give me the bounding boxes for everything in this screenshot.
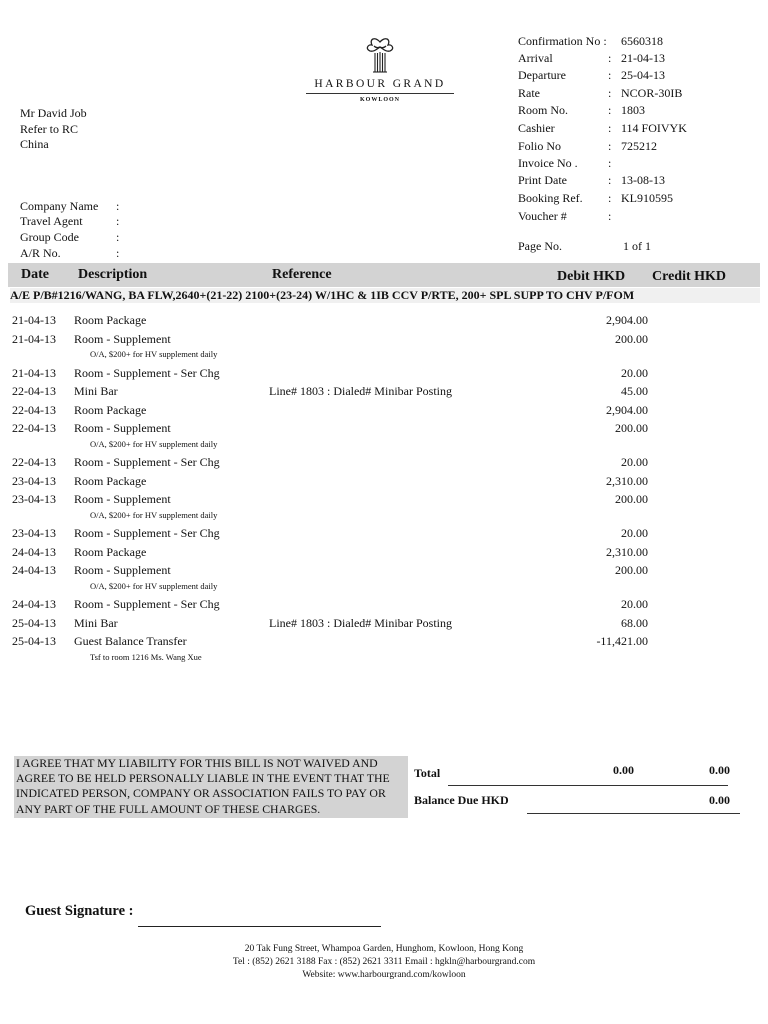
item-debit: 200.00: [615, 492, 648, 506]
item-date: 22-04-13: [12, 384, 56, 398]
info-row: [518, 86, 758, 104]
total-credit: 0.00: [709, 763, 730, 777]
info-colon: :: [608, 68, 612, 82]
footer-address: 20 Tak Fung Street, Whampoa Garden, Hunghom, Kowloon, Hong Kong: [244, 944, 524, 954]
item-debit: 20.00: [621, 365, 648, 380]
confirmation-number: 6560318: [621, 34, 663, 48]
table-row: [10, 455, 660, 473]
info-label: Arrival: [518, 51, 553, 65]
item-description: Guest Balance Transfer: [74, 634, 187, 648]
table-row: [10, 597, 660, 615]
info-colon: :: [608, 103, 612, 117]
table-row: [10, 492, 660, 510]
item-description: Room - Supplement: [74, 492, 171, 506]
ar-no-row: A/R No. :: [20, 245, 120, 260]
item-description: Room Package: [74, 402, 147, 417]
info-colon: :: [608, 156, 612, 170]
info-row: [518, 156, 758, 174]
item-debit: 20.00: [621, 526, 648, 540]
table-row: [10, 332, 660, 350]
item-debit: 200.00: [615, 331, 648, 346]
footer-contact: Tel : (852) 2621 3188 Fax : (852) 2621 3311 Email : hgkln@harbourgrand.com: [232, 957, 536, 967]
travel-agent-row: Travel Agent :: [20, 214, 120, 228]
item-date: 23-04-13: [12, 492, 56, 506]
header-debit: Debit HKD: [557, 269, 626, 284]
footer-website: Website: www.harbourgrand.com/kowloon: [302, 970, 466, 980]
company-name-row: Company Name :: [20, 199, 120, 213]
info-row: [518, 173, 758, 191]
item-date: 22-04-13: [12, 421, 56, 435]
total-label: Total: [414, 766, 441, 780]
item-debit: 20.00: [621, 597, 648, 611]
info-value: 1803: [621, 103, 645, 117]
info-colon: :: [608, 121, 612, 135]
item-note: O/A, $200+ for HV supplement daily: [90, 580, 218, 591]
info-label: Rate: [518, 85, 540, 100]
page-row: Page No. 1 of 1: [518, 239, 651, 253]
info-row: [518, 103, 758, 121]
hotel-logo: [300, 36, 460, 103]
item-description: Room - Supplement - Ser Chg: [74, 455, 220, 469]
header-description: Description: [78, 267, 148, 282]
item-debit: 200.00: [615, 563, 648, 577]
item-description: Room - Supplement: [74, 331, 171, 346]
table-row: [10, 474, 660, 492]
item-date: 22-04-13: [12, 402, 56, 417]
item-description: Room Package: [74, 544, 147, 559]
item-date: 23-04-13: [12, 526, 56, 540]
table-row: [10, 616, 660, 634]
info-label: Room No.: [518, 103, 569, 117]
info-value: NCOR-30IB: [621, 85, 683, 100]
balance-underline: [527, 813, 740, 814]
info-label: Booking Ref.: [518, 191, 583, 205]
item-note: Tsf to room 1216 Ms. Wang Xue: [90, 651, 202, 662]
item-description: Mini Bar: [74, 615, 118, 630]
brand-divider: [306, 93, 454, 94]
table-row: [10, 313, 660, 331]
group-code-row: Group Code :: [20, 230, 120, 244]
balance-due-label: Balance Due HKD: [414, 793, 509, 807]
info-colon: :: [608, 51, 612, 65]
info-label: Departure: [518, 68, 566, 82]
table-row: [10, 421, 660, 439]
table-row: [10, 384, 660, 402]
item-note: O/A, $200+ for HV supplement daily: [90, 509, 218, 520]
table-row: [10, 634, 660, 652]
header-reference: Reference: [272, 267, 332, 282]
item-description: Room Package: [74, 473, 147, 488]
item-debit: 200.00: [615, 421, 648, 435]
confirmation-row: Confirmation No : 6560318: [518, 34, 663, 48]
header-date: Date: [21, 267, 49, 282]
item-description: Room - Supplement - Ser Chg: [74, 526, 220, 540]
info-row: [518, 139, 758, 157]
info-row: [518, 209, 758, 227]
info-colon: :: [608, 191, 612, 205]
info-colon: :: [608, 85, 612, 100]
table-header: [8, 263, 760, 287]
item-description: Room - Supplement - Ser Chg: [74, 597, 220, 611]
item-date: 23-04-13: [12, 473, 56, 488]
item-debit: 45.00: [621, 384, 648, 398]
total-underline: [448, 785, 728, 786]
item-description: Mini Bar: [74, 384, 118, 398]
item-reference: Line# 1803 : Dialed# Minibar Posting: [269, 384, 452, 398]
liability-agreement: I AGREE THAT MY LIABILITY FOR THIS BILL IS NOT WAIVED AND AGREE TO BE HELD PERSONALLY LIABLE IN THE EVENT THAT THE INDICATED PERSON, COMPANY OR ASSOCIATION FAILS TO PAY OR ANY PART OF THE FULL AMOUNT OF THESE CHARGES.: [14, 756, 408, 818]
info-row: [518, 121, 758, 139]
guest-refer: Refer to RC: [20, 121, 78, 136]
signature-line[interactable]: [138, 926, 381, 927]
table-row: [10, 366, 660, 384]
info-label: Voucher #: [518, 208, 567, 223]
item-description: Room - Supplement: [74, 421, 171, 435]
brand-location: KOWLOON: [359, 97, 400, 103]
info-value: 13-08-13: [621, 173, 665, 187]
info-row: [518, 68, 758, 86]
info-value: 725212: [621, 138, 657, 153]
harbour-grand-flower-logo-icon: [360, 36, 400, 74]
page-number: 1 of 1: [623, 239, 651, 253]
item-date: 21-04-13: [12, 313, 56, 327]
info-colon: :: [608, 138, 612, 153]
item-debit: 2,904.00: [606, 402, 648, 417]
table-row: [10, 545, 660, 563]
guest-name: Mr David Job: [20, 106, 87, 120]
item-debit: 2,310.00: [606, 544, 648, 559]
item-description: Room Package: [74, 313, 147, 327]
item-description: Room - Supplement - Ser Chg: [74, 365, 220, 380]
item-date: 22-04-13: [12, 455, 56, 469]
item-debit: 2,310.00: [606, 473, 648, 488]
item-date: 24-04-13: [12, 597, 56, 611]
info-value: KL910595: [621, 191, 673, 205]
item-note: O/A, $200+ for HV supplement daily: [90, 349, 218, 359]
item-description: Room - Supplement: [74, 563, 171, 577]
info-row: [518, 51, 758, 69]
header-credit: Credit HKD: [652, 269, 727, 284]
info-value: 21-04-13: [621, 51, 665, 65]
item-debit: 2,904.00: [606, 313, 648, 327]
item-date: 25-04-13: [12, 615, 56, 630]
table-row: [10, 403, 660, 421]
balance-due-value: 0.00: [709, 793, 730, 807]
info-label: Invoice No .: [518, 156, 578, 170]
info-colon: :: [608, 173, 612, 187]
info-label: Cashier: [518, 121, 555, 135]
guest-signature-label: Guest Signature :: [25, 903, 134, 919]
item-note: O/A, $200+ for HV supplement daily: [90, 438, 218, 449]
item-debit: 68.00: [621, 615, 648, 630]
guest-country: China: [20, 137, 49, 151]
info-row: [518, 191, 758, 209]
brand-name: HARBOUR GRAND: [314, 78, 446, 90]
info-label: Folio No: [518, 138, 562, 153]
table-row: [10, 526, 660, 544]
item-date: 21-04-13: [12, 331, 56, 346]
item-date: 21-04-13: [12, 365, 56, 380]
item-reference: Line# 1803 : Dialed# Minibar Posting: [269, 615, 452, 630]
total-debit: 0.00: [613, 763, 634, 777]
info-value: 25-04-13: [621, 68, 665, 82]
item-debit: -11,421.00: [596, 634, 648, 648]
item-date: 24-04-13: [12, 544, 56, 559]
table-row: [10, 563, 660, 581]
info-label: Print Date: [518, 173, 567, 187]
item-debit: 20.00: [621, 455, 648, 469]
item-date: 25-04-13: [12, 634, 56, 648]
item-date: 24-04-13: [12, 563, 56, 577]
info-value: 114 FOIVYK: [621, 121, 687, 135]
info-colon: :: [608, 208, 612, 223]
folio-notes: A/E P/B#1216/WANG, BA FLW,2640+(21-22) 2100+(23-24) W/1HC & 1IB CCV P/RTE, 200+ SPL SUPP TO CHV P/FOM: [10, 288, 760, 303]
